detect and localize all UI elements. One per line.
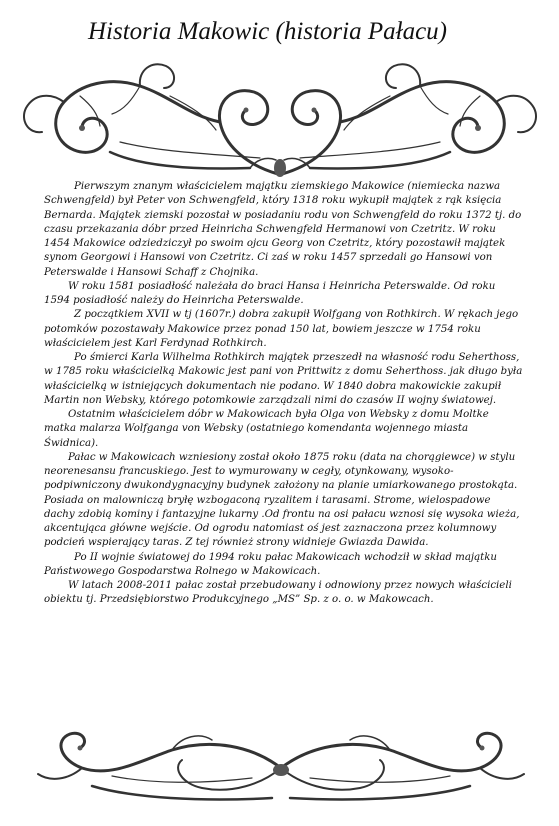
paragraph: W roku 1581 posiadłość należała do braci Hansa i Heinricha Peterswalde. Od roku 1594 posiadłość należy do Heinricha Peterswalde. bbox=[44, 280, 496, 306]
history-text bbox=[44, 180, 524, 608]
bottom-scroll-ornament bbox=[32, 728, 530, 810]
paragraph: Pałac w Makowicach wzniesiony został około 1875 roku (data na chorągiewce) w stylu neorenesansu francuskiego. Jest to wymurowany w cegły, otynkowany, wysoko-podpiwniczony dwukondygnacyjny budynek założony na planie umiarkowanego prostokąta. Posiada on malowniczą bryłę wzbogaconą ryzalitem i tarasami. Strome, wielospadowe dachy zdobią kominy i fantazyjne lukarny .Od frontu na osi pałacu wznosi się wysoka wieża, akcentująca główne wejście. Od ogrodu natomiast oś jest zaznaczona przez kolumnowy podcień wspierający taras. Z tej również strony widnieje Gwiazda Dawida. bbox=[44, 451, 520, 549]
paragraph: Po śmierci Karla Wilhelma Rothkirch majątek przeszedł na własność rodu Seherthoss, w 1785 roku właścicielką Makowic jest pani von Prittwitz z domu Seherthoss. jak długo była właścicielką w istniejących dokumentach nie podano. W 1840 dobra makowickie zakupił Martin non Websky, którego potomkowie zarządzali nimi do czasów II wojny światowej. bbox=[44, 352, 523, 406]
paragraph: Po II wojnie światowej do 1994 roku pałac Makowicach wchodził w skład majątku Państwowego Gospodarstwa Rolnego w Makowicach. bbox=[44, 551, 497, 577]
paragraph: Z początkiem XVII w tj (1607r.) dobra zakupił Wolfgang von Rothkirch. W rękach jego potomków pozostawały Makowice przez ponad 150 lat, bowiem jeszcze w 1754 roku właścicielem jest Karl Ferdynad Rothkirch. bbox=[44, 309, 519, 349]
paragraph: Pierwszym znanym właścicielem majątku ziemskiego Makowice (niemiecka nazwa Schwengfeld) był Peter von Schwengfeld, który 1318 roku wykupił majątek z rąk księcia Bernarda. Majątek ziemski pozostał w posiadaniu rodu von Schwengfeld do roku 1372 tj. do czasu przekazania dóbr przed Heinricha Schwengfeld Hermanowi von Czetritz. W roku 1454 Makowice odziedziczył po swoim ojcu Georg von Czetritz, który pozostawił majątek synom Georgowi i Hansowi von Czetritz. Ci zaś w roku 1457 sprzedali go Hansowi von Peterswalde i Hansowi Schaff z Chojnika. bbox=[44, 181, 522, 278]
top-scroll-ornament bbox=[20, 56, 540, 181]
page-title: Historia Makowic (historia Pałacu) bbox=[88, 18, 447, 45]
paragraph: W latach 2008-2011 pałac został przebudowany i odnowiony przez nowych właścicieli obiektu tj. Przedsiębiorstwo Produkcyjnego „MS” Sp. z o. o. w Makowcach. bbox=[44, 580, 512, 606]
paragraph: Ostatnim właścicielem dóbr w Makowicach była Olga von Websky z domu Moltke matka malarza Wolfganga von Websky (ostatniego komendanta wojennego miasta Świdnica). bbox=[44, 409, 489, 449]
